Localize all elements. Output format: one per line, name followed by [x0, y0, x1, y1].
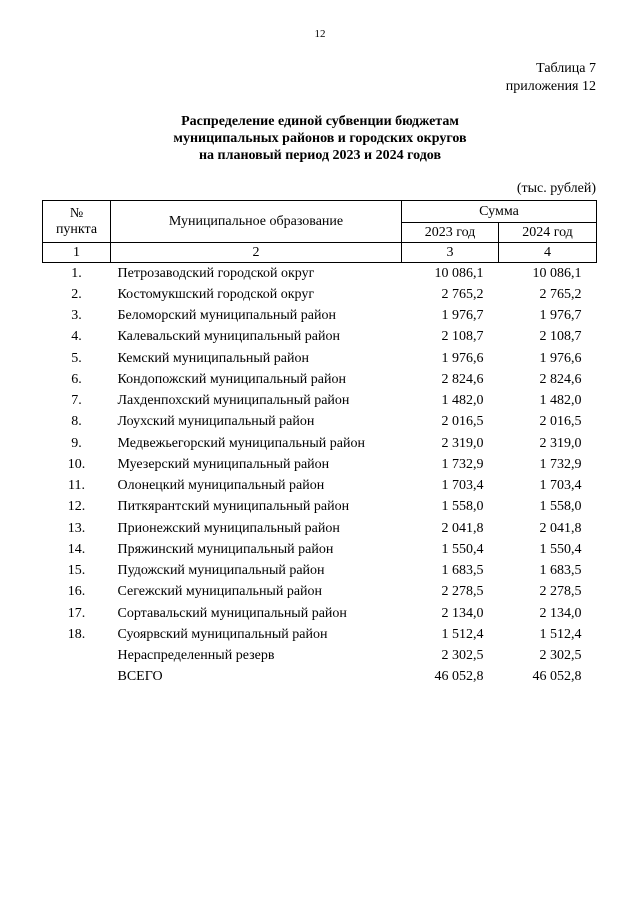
amount-2024: 1 482,0: [539, 393, 582, 409]
amount-2023: 2 278,5: [441, 584, 484, 600]
table-row: [43, 518, 597, 539]
amount-2024: 46 052,8: [532, 669, 582, 685]
municipality-name: Медвежьегорский муниципальный район: [117, 435, 365, 451]
row-number: 7.: [71, 393, 82, 409]
amount-2023: 2 765,2: [441, 286, 484, 302]
row-number: 16.: [67, 584, 86, 600]
row-number: 3.: [71, 308, 82, 324]
amount-2024: 1 683,5: [539, 563, 582, 579]
amount-2024: 2 319,0: [539, 435, 582, 451]
table-row: [43, 433, 597, 454]
table-row: [43, 412, 597, 433]
appendix-reference: приложения 12: [505, 79, 596, 94]
table-row: [43, 603, 597, 624]
municipality-name: Суоярвский муниципальный район: [117, 626, 328, 642]
row-number: 8.: [71, 414, 82, 430]
amount-2024: 2 134,0: [539, 605, 582, 621]
municipality-name: Петрозаводский городской округ: [117, 265, 315, 281]
municipality-name: Питкярантский муниципальный район: [117, 499, 350, 515]
municipality-name: Пудожский муниципальный район: [117, 563, 325, 579]
row-number: 14.: [67, 541, 86, 557]
document-title: [0, 113, 640, 164]
table-row: [43, 646, 597, 667]
amount-2024: 1 512,4: [539, 626, 582, 642]
amount-2024: 2 302,5: [539, 648, 582, 664]
amount-2024: 1 550,4: [539, 541, 582, 557]
column-number-4: 4: [499, 243, 597, 263]
row-number: 18.: [67, 626, 86, 642]
row-number: 2.: [71, 286, 82, 302]
header-year-2023: 2023 год: [402, 223, 499, 243]
amount-2024: 1 558,0: [539, 499, 582, 515]
amount-2023: 2 041,8: [441, 520, 484, 536]
row-number: 4.: [71, 329, 82, 345]
amount-2023: 1 550,4: [441, 541, 484, 557]
amount-2023: 1 482,0: [441, 393, 484, 409]
row-number: 15.: [67, 563, 86, 579]
header-municipality: Муниципальное образование: [111, 201, 402, 243]
amount-2023: 1 683,5: [441, 563, 484, 579]
municipality-name: Калевальский муниципальный район: [117, 329, 340, 345]
table-row: [43, 476, 597, 497]
header-number-symbol: №: [69, 205, 84, 221]
table-row: [43, 539, 597, 560]
municipality-name: Пряжинский муниципальный район: [117, 541, 334, 557]
row-number: 5.: [71, 350, 82, 366]
amount-2024: 2 041,8: [539, 520, 582, 536]
municipality-name: Лахденпохский муниципальный район: [117, 393, 350, 409]
units-label: (тыс. рублей): [516, 181, 596, 196]
municipality-name: Костомукшский городской округ: [117, 286, 315, 302]
municipality-name: Сегежский муниципальный район: [117, 584, 323, 600]
table-number: Таблица 7: [536, 61, 596, 76]
table-row: [43, 667, 597, 688]
column-number-1: 1: [43, 243, 111, 263]
amount-2023: 1 976,6: [441, 350, 484, 366]
row-number: [43, 667, 111, 688]
amount-2023: 2 302,5: [441, 648, 484, 664]
municipality-name: Кондопожский муниципальный район: [117, 371, 346, 387]
table-row: [43, 369, 597, 390]
subvention-table: [42, 200, 597, 688]
row-number: 13.: [67, 520, 86, 536]
amount-2023: 1 732,9: [441, 456, 484, 472]
row-number: 12.: [67, 499, 86, 515]
amount-2023: 2 134,0: [441, 605, 484, 621]
row-number: 9.: [71, 435, 82, 451]
municipality-name: Муезерский муниципальный район: [117, 456, 330, 472]
title-line: на плановый период 2023 и 2024 годов: [198, 148, 442, 163]
amount-2024: 1 976,6: [539, 350, 582, 366]
municipality-name: Сортавальский муниципальный район: [117, 605, 347, 621]
page-number: 12: [314, 28, 326, 40]
table-row: [43, 497, 597, 518]
table-row: [43, 284, 597, 305]
table-body: [43, 263, 597, 689]
table-row: [43, 263, 597, 285]
table-row: [43, 624, 597, 645]
amount-2023: 1 558,0: [441, 499, 484, 515]
title-line: муниципальных районов и городских округов: [173, 131, 467, 146]
column-number-3: 3: [402, 243, 499, 263]
amount-2024: 2 016,5: [539, 414, 582, 430]
table-caption: [506, 60, 596, 96]
column-number-2: 2: [111, 243, 402, 263]
municipality-name: Кемский муниципальный район: [117, 350, 309, 366]
table-row: [43, 582, 597, 603]
table-row: [43, 306, 597, 327]
amount-2024: 2 278,5: [539, 584, 582, 600]
municipality-name: Лоухский муниципальный район: [117, 414, 315, 430]
header-number-word: пункта: [55, 221, 98, 237]
amount-2024: 1 703,4: [539, 478, 582, 494]
amount-2023: 2 319,0: [441, 435, 484, 451]
amount-2023: 1 976,7: [441, 308, 484, 324]
municipality-name: Нераспределенный резерв: [117, 648, 275, 664]
amount-2023: 1 512,4: [441, 626, 484, 642]
amount-2024: 2 765,2: [539, 286, 582, 302]
amount-2024: 2 824,6: [539, 371, 582, 387]
amount-2024: 2 108,7: [539, 329, 582, 345]
amount-2023: 1 703,4: [441, 478, 484, 494]
table-row: [43, 327, 597, 348]
amount-2024: 1 732,9: [539, 456, 582, 472]
amount-2024: 10 086,1: [532, 265, 582, 281]
table-row: [43, 454, 597, 475]
row-number: [43, 646, 111, 667]
row-number: 17.: [67, 605, 86, 621]
row-number: 6.: [71, 371, 82, 387]
table-row: [43, 348, 597, 369]
amount-2024: 1 976,7: [539, 308, 582, 324]
amount-2023: 2 016,5: [441, 414, 484, 430]
municipality-name: Беломорский муниципальный район: [117, 308, 336, 324]
title-line: Распределение единой субвенции бюджетам: [181, 114, 459, 129]
row-number: 10.: [67, 456, 86, 472]
amount-2023: 2 108,7: [441, 329, 484, 345]
table-row: [43, 391, 597, 412]
amount-2023: 46 052,8: [434, 669, 484, 685]
header-number: [43, 201, 111, 243]
amount-2023: 2 824,6: [441, 371, 484, 387]
municipality-name: ВСЕГО: [117, 669, 163, 685]
municipality-name: Олонецкий муниципальный район: [117, 478, 325, 494]
municipality-name: Прионежский муниципальный район: [117, 520, 340, 536]
row-number: 11.: [68, 478, 85, 494]
row-number: 1.: [71, 265, 82, 281]
header-year-2024: 2024 год: [499, 223, 597, 243]
amount-2023: 10 086,1: [434, 265, 484, 281]
table-row: [43, 561, 597, 582]
header-sum: Сумма: [402, 201, 597, 223]
